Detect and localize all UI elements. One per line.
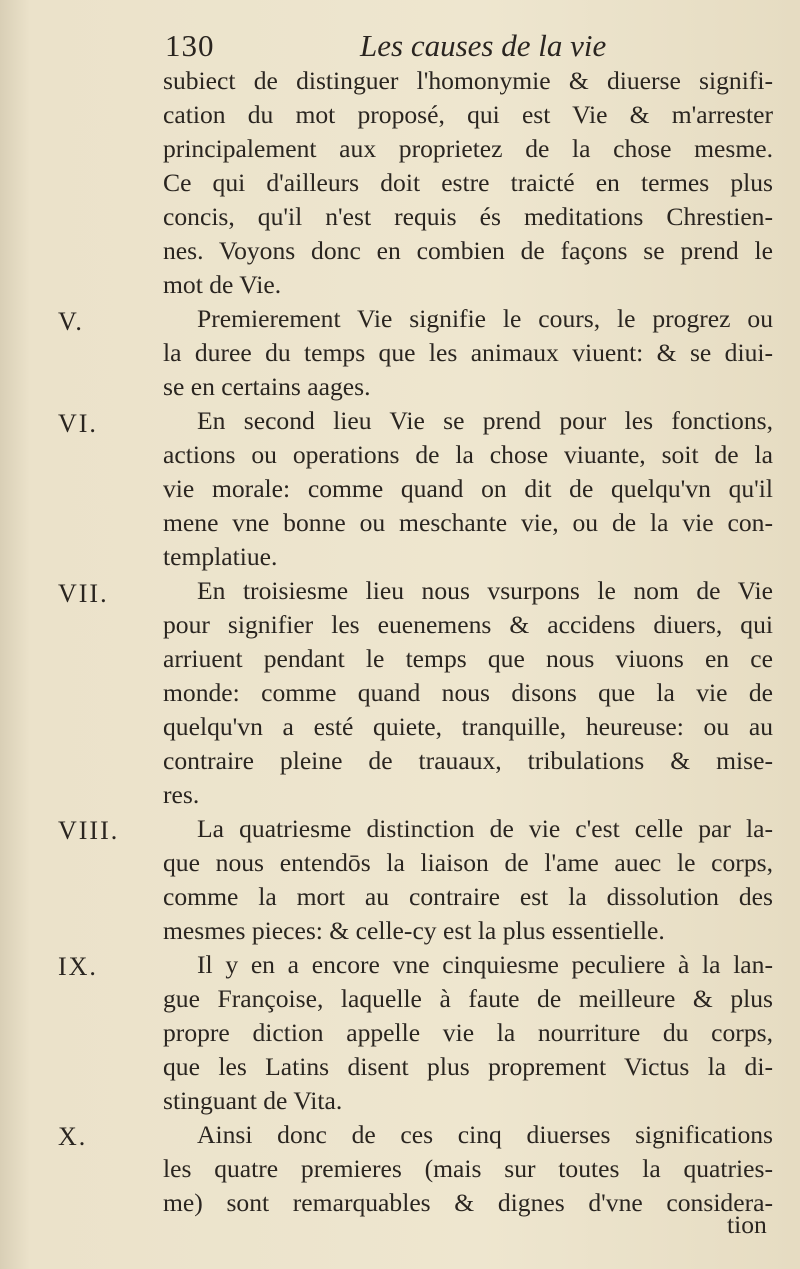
margin-numeral: VII. bbox=[58, 579, 109, 608]
page-header bbox=[165, 28, 775, 68]
text-line: que nous entendōs la liaison de l'ame auec le corps, bbox=[163, 848, 773, 877]
text-line: concis, qu'il n'est requis és meditations Chrestien- bbox=[163, 202, 773, 231]
text-line: contraire pleine de trauaux, tribulations & mise- bbox=[163, 746, 773, 775]
running-title: Les causes de la vie bbox=[360, 28, 607, 63]
text-line: que les Latins disent plus proprement Victus la di- bbox=[163, 1052, 773, 1081]
text-line: mene vne bonne ou meschante vie, ou de la vie con- bbox=[163, 508, 773, 537]
margin-numeral: V. bbox=[58, 307, 84, 336]
text-line: principalement aux proprietez de la chose mesme. bbox=[163, 134, 773, 163]
text-line: Ainsi donc de ces cinq diuerses significations bbox=[197, 1120, 773, 1149]
text-line: La quatriesme distinction de vie c'est celle par la- bbox=[197, 814, 773, 843]
text-line: monde: comme quand nous disons que la vie de bbox=[163, 678, 773, 707]
text-line: mesmes pieces: & celle-cy est la plus essentielle. bbox=[163, 916, 665, 945]
margin-numeral: VIII. bbox=[58, 816, 120, 845]
catchword: tion bbox=[727, 1210, 767, 1239]
text-line: stinguant de Vita. bbox=[163, 1086, 343, 1115]
text-line: Ce qui d'ailleurs doit estre traicté en termes plus bbox=[163, 168, 773, 197]
text-line: la duree du temps que les animaux viuent: & se diui- bbox=[163, 338, 773, 367]
text-line: gue Françoise, laquelle à faute de meilleure & plus bbox=[163, 984, 773, 1013]
text-line: Il y en a encore vne cinquiesme peculiere à la lan- bbox=[197, 950, 773, 979]
margin-numeral: X. bbox=[58, 1122, 88, 1151]
text-line: me) sont remarquables & dignes d'vne considera- bbox=[163, 1188, 773, 1217]
text-line: les quatre premieres (mais sur toutes la quatries- bbox=[163, 1154, 773, 1183]
text-line: arriuent pendant le temps que nous viuons en ce bbox=[163, 644, 773, 673]
text-line: actions ou operations de la chose viuante, soit de la bbox=[163, 440, 773, 469]
text-line: cation du mot proposé, qui est Vie & m'arrester bbox=[163, 100, 773, 129]
text-line: pour signifier les euenemens & accidens diuers, qui bbox=[163, 610, 773, 639]
text-line: templatiue. bbox=[163, 542, 278, 571]
text-line: propre diction appelle vie la nourriture du corps, bbox=[163, 1018, 773, 1047]
text-line: se en certains aages. bbox=[163, 372, 371, 401]
margin-numeral: IX. bbox=[58, 952, 98, 981]
text-line: subiect de distinguer l'homonymie & diuerse signifi- bbox=[163, 66, 773, 95]
text-line: res. bbox=[163, 780, 200, 809]
text-line: mot de Vie. bbox=[163, 270, 282, 299]
text-line: En second lieu Vie se prend pour les fonctions, bbox=[197, 406, 773, 435]
text-line: quelqu'vn a esté quiete, tranquille, heureuse: ou au bbox=[163, 712, 773, 741]
margin-numeral: VI. bbox=[58, 409, 98, 438]
text-line: comme la mort au contraire est la dissolution des bbox=[163, 882, 773, 911]
text-line: Premierement Vie signifie le cours, le progrez ou bbox=[197, 304, 773, 333]
body-text bbox=[163, 64, 773, 1220]
text-line: En troisiesme lieu nous vsurpons le nom de Vie bbox=[197, 576, 773, 605]
page-number: 130 bbox=[165, 28, 215, 63]
text-line: nes. Voyons donc en combien de façons se prend le bbox=[163, 236, 773, 265]
text-line: vie morale: comme quand on dit de quelqu'vn qu'il bbox=[163, 474, 773, 503]
